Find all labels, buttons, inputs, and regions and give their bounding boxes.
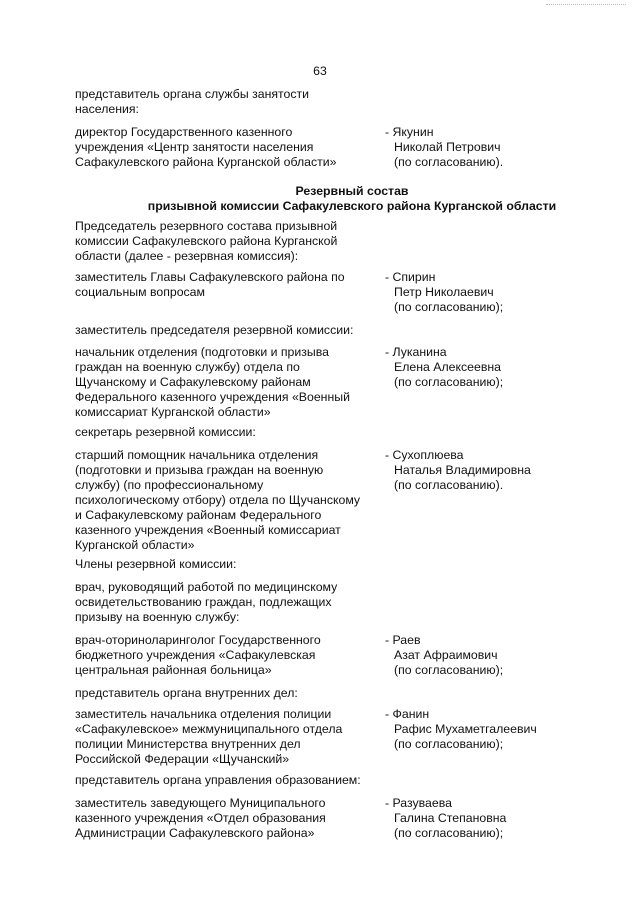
text-line: Петр Николаевич [394,285,494,299]
text-line: старший помощник начальника отделения [75,448,319,462]
position-text [75,448,375,553]
text-line: полиции Министерства внутренних дел [75,737,301,751]
text-line: Елена Алексеевна [394,360,501,374]
text-line: казенного учреждения «Военный комиссариат [75,523,341,537]
text-line: населения: [75,102,139,116]
text-line: «Сафакулевское» межмуниципального отдела [75,722,343,736]
text-line: Председатель резервного состава призывной [75,219,338,233]
section-label [75,425,575,440]
position-text [75,345,375,420]
text-line: заместитель Главы Сафакулевского района по [75,270,345,284]
text-line: директор Государственного казенного [75,125,293,139]
text-line: и Сафакулевскому районам Федерального [75,508,322,522]
text-line: представитель органа службы занятости [75,87,310,101]
text-line: Курганской области» [75,538,195,552]
text-line: Члены резервной комиссии: [75,557,237,571]
text-line: врач, руководящий работой по медицинскому [75,580,338,594]
text-line: призыву на военную службу: [75,610,240,624]
section-label [75,219,575,264]
text-line: бюджетного учреждения «Сафакулевская [75,648,316,662]
text-line: (подготовки и призыва граждан на военную [75,463,324,477]
text-line: - Раев [385,633,421,647]
section-label [75,557,575,572]
text-line: (по согласованию). [394,155,504,169]
text-line: социальным вопросам [75,285,205,299]
text-line: службу) (по профессиональному [75,478,264,492]
text-line: секретарь резервной комиссии: [75,425,256,439]
text-line: Резервный состав [295,184,409,198]
member-name [385,345,575,390]
member-name [385,796,575,841]
section-label [75,580,575,625]
member-name [385,633,575,678]
text-line: заместитель председателя резервной комиссии: [75,323,354,337]
text-line: - Якунин [385,125,434,139]
position-text [75,796,375,841]
position-text [75,633,375,678]
text-line: (по согласованию); [394,300,504,314]
text-line: (по согласованию); [394,826,504,840]
member-name [385,125,575,170]
position-text [75,707,375,767]
text-line: врач-оториноларинголог Государственного [75,633,321,647]
section-label [75,323,575,338]
text-line: начальник отделения (подготовки и призыва [75,345,329,359]
text-line: центральная районная больница» [75,663,272,677]
text-line: призывной комиссии Сафакулевского района Курганской области [147,199,557,213]
text-line: Щучанскому и Сафакулевскому районам [75,375,311,389]
text-line: заместитель заведующего Муниципального [75,796,326,810]
text-line: области (далее - резервная комиссия): [75,249,299,263]
page-number: 63 [313,64,327,78]
text-line: освидетельствованию граждан, подлежащих [75,595,332,609]
text-line: - Спирин [385,270,436,284]
text-line: Российской Федерации «Щучанский» [75,752,290,766]
text-line: (по согласованию). [394,478,504,492]
text-line: Галина Степановна [394,811,507,825]
text-line: представитель органа управления образованием: [75,773,361,787]
section-label [75,87,575,117]
text-line: Администрации Сафакулевского района» [75,826,315,840]
text-line: граждан на военную службу) отдела по [75,360,300,374]
text-line: - Сухоплюева [385,448,464,462]
section-label [75,686,575,701]
text-line: (по согласованию); [394,737,504,751]
text-line: - Разуваева [385,796,452,810]
text-line: Николай Петрович [394,140,501,154]
text-line: казенного учреждения «Отдел образования [75,811,326,825]
section-label [75,773,575,788]
section-heading [0,184,640,214]
text-line: Наталья Владимировна [394,463,531,477]
position-text [75,270,375,300]
text-line: Сафакулевского района Курганской области» [75,155,337,169]
member-name [385,448,575,493]
scan-artifact [546,4,626,9]
text-line: психологическому отбору) отдела по Щучанскому [75,493,361,507]
text-line: Азат Афраимович [394,648,498,662]
member-name [385,270,575,315]
text-line: учреждения «Центр занятости населения [75,140,314,154]
text-line: заместитель начальника отделения полиции [75,707,332,721]
position-text [75,125,375,170]
text-line: - Фанин [385,707,430,721]
text-line: комиссии Сафакулевского района Курганской [75,234,338,248]
text-line: Федерального казенного учреждения «Военный [75,390,350,404]
text-line: (по согласованию); [394,375,504,389]
member-name [385,707,575,752]
text-line: представитель органа внутренних дел: [75,686,298,700]
text-line: Рафис Мухаметгалеевич [394,722,537,736]
text-line: (по согласованию); [394,663,504,677]
text-line: - Луканина [385,345,447,359]
text-line: комиссариат Курганской области» [75,405,271,419]
